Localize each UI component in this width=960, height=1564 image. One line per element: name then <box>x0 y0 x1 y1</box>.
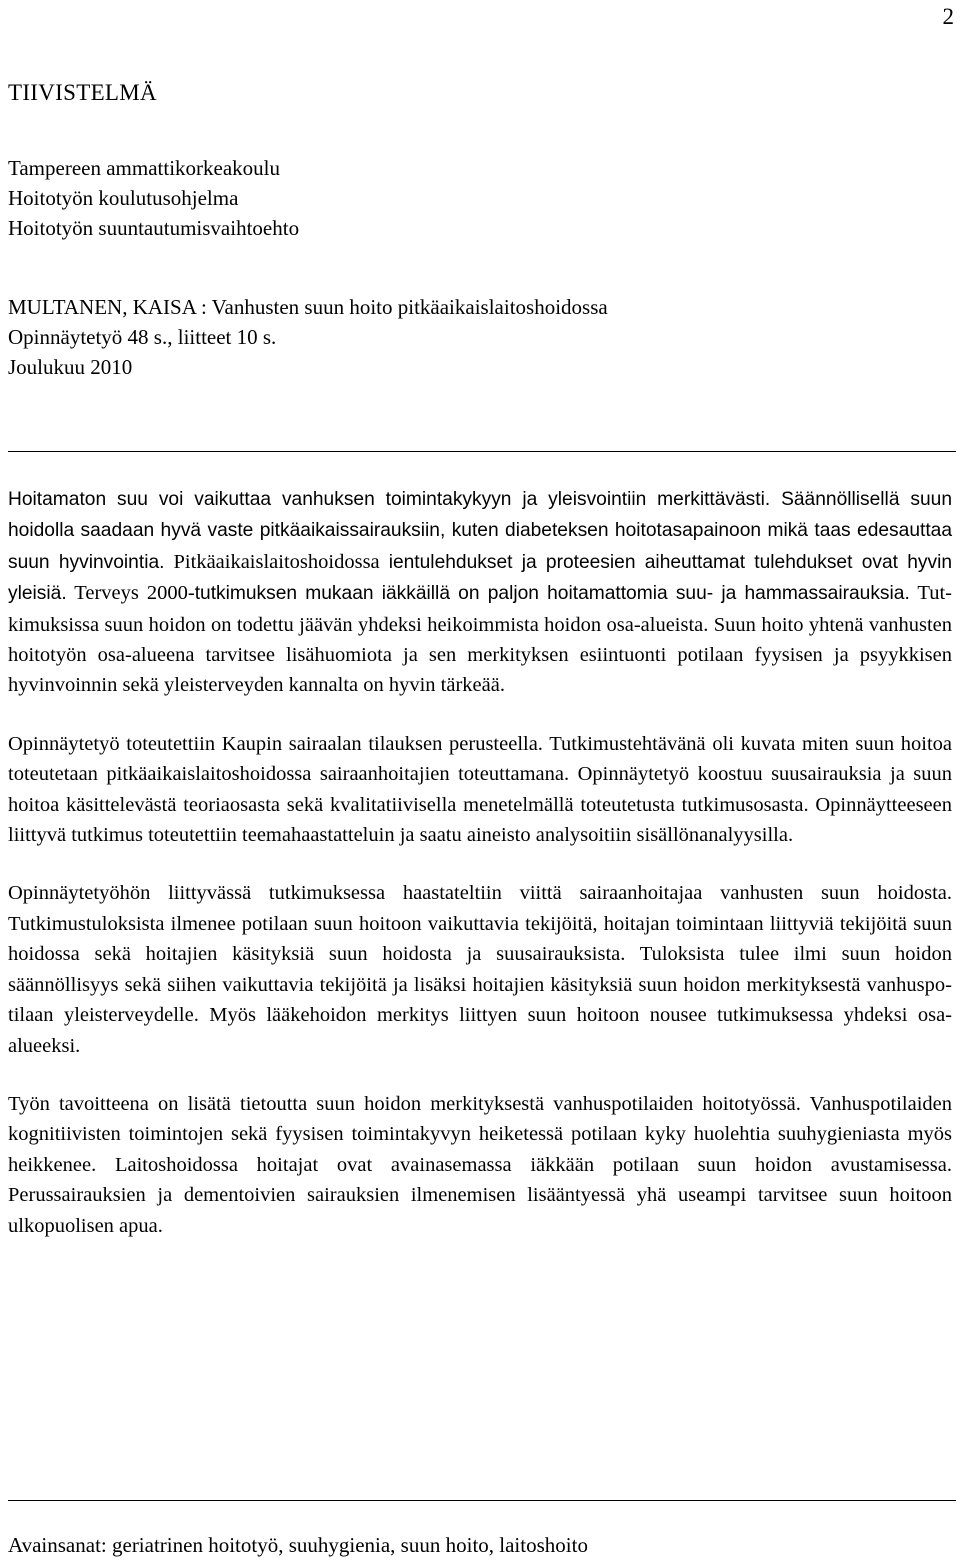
abstract-paragraph-3: Opinnäytetyöhön liittyvässä tutkimuksessa haastateltiin viittä sairaanhoitajaa vanhusten suun hoidosta. Tutkimustuloksista ilmenee potilaan suun hoitoon vaikuttavia tekijöitä, hoitajan toimintaan liittyviä tekijöitä suun hoidossa sekä hoitajien käsityksiä suun hoidosta ja suusairauksista. Tuloksista tulee ilmi suun hoidon säännöllisyys sekä siihen vaikuttavia tekijöitä ja lisäksi hoitajien käsityksiä suun hoidon merkityksestä vanhuspotilaan yleisterveydelle. Myös lääkehoidon merkitys liittyen suun hoitoon nousee tutkimuksessa yhdeksi osa-alueeksi. <box>8 882 952 1057</box>
abstract-p1-part-d: Terveys 2000- <box>66 582 195 605</box>
abstract-p1-part-b: Pitkäaikaislaitoshoidossa <box>164 550 389 573</box>
abstract-paragraph-1 <box>8 484 952 701</box>
school-name: Tampereen ammattikorkeakoulu <box>8 156 281 180</box>
thesis-date: Joulukuu 2010 <box>8 355 133 379</box>
page-count: Opinnäytetyö 48 s., liitteet 10 s. <box>8 325 277 349</box>
abstract-p1-part-a: Hoitamaton suu voi vaikuttaa vanhuksen toimintakykyyn ja yleisvointiin merkittävästi. Säännöllisellä suun hoidolla saadaan hyvä vaste pitkäaikaissairauksiin, kuten diabeteksen hoitotasapainoon mikä taas edesauttaa suun hyvinvointia. <box>8 489 952 573</box>
abstract-p1-part-c: ientulehdukset ja proteesien aiheuttamat tulehdukset ovat hyvin yleisiä. <box>8 551 953 605</box>
top-divider <box>8 451 956 452</box>
abstract-body <box>8 484 952 1241</box>
page-number: 2 <box>942 4 954 29</box>
abstract-paragraph-4: Työn tavoitteena on lisätä tietoutta suun hoidon merkityksestä vanhuspotilaiden hoitotyössä. Vanhuspotilaiden kognitiivisten toimintojen sekä fyysisen toimintakyvyn heiketessä potilaan kyky huolehtia suuhygieniasta myös heikkenee. Laitoshoidossa hoitajat ovat avainasemassa iäkkään potilaan suun hoidon avustamisessa. Perussairauksien ja dementoivien sairauksien ilmenemisen lisääntyessä yhä useampi tarvitsee suun hoitoon ulkopuolisen apua. <box>8 1092 952 1237</box>
thesis-info-block <box>8 292 608 382</box>
specialisation: Hoitotyön suuntautumisvaihtoehto <box>8 216 300 240</box>
keywords-line: Avainsanat: geriatrinen hoitotyö, suuhygienia, suun hoito, laitoshoito <box>8 1533 588 1557</box>
author-and-title: MULTANEN, KAISA : Vanhusten suun hoito pitkäaikaislaitoshoidossa <box>8 295 608 319</box>
degree-programme: Hoitotyön koulutusohjelma <box>8 186 239 210</box>
institution-block <box>8 153 299 243</box>
bottom-divider <box>8 1500 956 1501</box>
abstract-paragraph-2: Opinnäytetyö toteutettiin Kaupin sairaalan tilauksen perusteella. Tutkimustehtävänä oli kuvata miten suun hoitoa toteutetaan pitkäaikaislaitoshoidossa sairaanhoitajien toteuttamana. Opinnäytetyö koostuu suusairauksia ja suun hoitoa käsittelevästä teoriaosasta sekä kvalitatiivisella menetelmällä toteutetusta tutkimusosasta. Opinnäytteeseen liittyvä tutkimus toteutettiin teemahaastatteluin ja saatu aineisto analysoitiin sisällönanalyysilla. <box>8 732 952 847</box>
abstract-p1-part-e: tutkimuksen mukaan iäkkäillä on paljon hoitamattomia suu- ja hammassairauksia. <box>194 583 910 605</box>
abstract-p1-part-f: Tutkimuksissa suun hoidon on todettu jäävän yhdeksi heikoimmista hoidon osa-alueista. Suun hoito yhtenä vanhusten hoitotyön osa-alueena tarvitsee lisähuomiota ja sen merkityksen esiintuonti potilaan fyysisen ja psyykkisen hyvinvoinnin sekä yleisterveyden kannalta on hyvin tärkeää. <box>8 582 952 697</box>
abstract-heading: TIIVISTELMÄ <box>8 80 157 105</box>
